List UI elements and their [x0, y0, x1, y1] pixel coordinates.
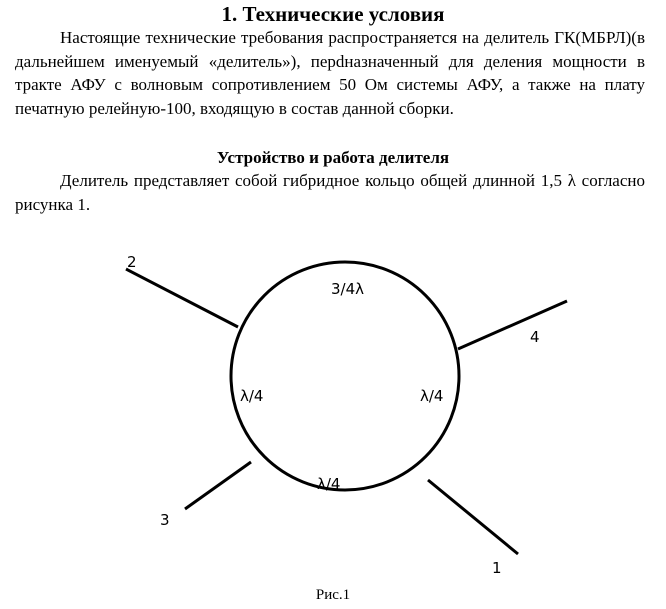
subsection-heading: Устройство и работа делителя: [216, 148, 450, 167]
port-1-line: [428, 480, 518, 554]
port-4-label: 4: [530, 328, 540, 346]
hybrid-ring-figure: [0, 240, 666, 580]
ring-label-top: 3/4λ: [331, 280, 365, 298]
port-3-line: [185, 462, 251, 509]
figure-caption: Рис.1: [315, 587, 351, 603]
ring-label-left: λ/4: [240, 387, 264, 405]
ring-label-right: λ/4: [420, 387, 444, 405]
port-1-label: 1: [492, 559, 502, 577]
port-4-line: [458, 301, 567, 349]
description-paragraph: Делитель представляет собой гибридное кольцо общей длинной 1,5 λ согласно рисунка 1.: [15, 171, 645, 214]
requirements-paragraph: Настоящие технические требования распространяется на делитель ГК(МБРЛ)(в дальнейшем именуемый «делитель»), перdназначенный для деления мощности в тракте АФУ с волновым сопротивлением 50 Ом системы АФУ, а также на плату печатную релейную-100, входящую в состав данной сборки.: [15, 28, 645, 118]
port-3-label: 3: [160, 511, 170, 529]
ring-label-bottom: λ/4: [317, 475, 341, 493]
port-2-line: [126, 269, 238, 327]
section-heading: 1. Технические условия: [221, 2, 445, 26]
port-2-label: 2: [127, 253, 137, 271]
hybrid-ring-diagram: [0, 240, 666, 580]
